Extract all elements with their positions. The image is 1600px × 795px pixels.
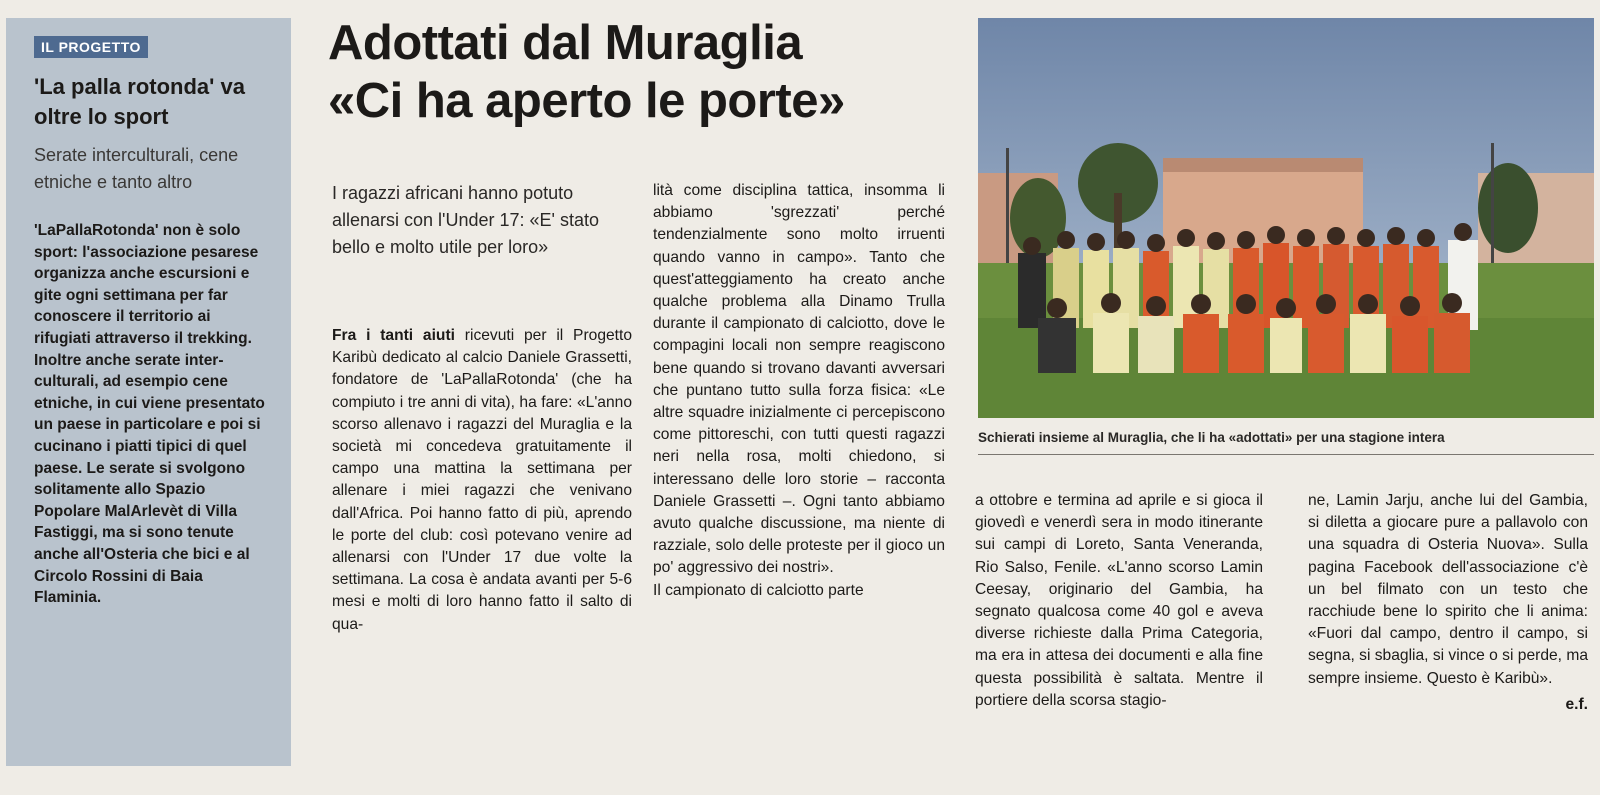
article-deck: I ragazzi africani hanno potuto allenarsi con l'Under 17: «E' stato bello e molto utile per loro»: [332, 183, 600, 257]
article-column-1: [332, 325, 632, 636]
article-column-2: [653, 180, 945, 602]
team-photo: [978, 18, 1594, 418]
photo-caption: Schierati insieme al Muraglia, che li ha «adottati» per una stagione intera: [978, 430, 1594, 455]
sidebar-title: 'La palla rotonda' va oltre lo sport: [34, 74, 245, 129]
column-1-lead: Fra i tanti aiuti: [332, 327, 455, 344]
sidebar-body-lead: 'LaPallaRotonda': [34, 222, 159, 239]
sidebar-subtitle: Serate interculturali, cene etniche e tanto altro: [34, 145, 239, 192]
headline-line-1: Adottati dal Muraglia: [328, 16, 803, 70]
column-3-text: a ottobre e termina ad aprile e si gioca il giovedì e venerdì sera in modo itinerante sui campi di Loreto, Santa Veneranda, Rio Salso, Fenile. «L'anno scorso Lamin Ceesay, originario del Gambia, ha segnato qualcosa come 40 gol e aveva diverse richieste dalla Prima Categoria, ma era in attesa dei documenti e alla fine questa possibilità è saltata. Mentre il portiere della scorsa stagio-: [975, 492, 1263, 709]
sidebar-body: [34, 220, 271, 609]
column-2-text: lità come disciplina tattica, insomma li abbiamo 'sgrezzati' perché tendenzialmente sono molto irruenti quando vanno in campo». Tanto che quest'atteggiamento ha creato anche qualche problema alla Dinamo Trulla durante il campionato di calciotto, dove le compagini locali non sempre reagiscono bene quando si trovano davanti avversari che puntano tutto sulla forza fisica: «Le altre squadre inizialmente ci percepiscono come pittoreschi, con tutti questi ragazzi neri nella rosa, molti chiedono, si interessano delle loro storie – racconta Daniele Grassetti –. Ogni tanto abbiamo avuto qualche discussione, ma niente di razziale, solo delle proteste per il gioco un po' aggressivo dei nostri».: [653, 182, 945, 577]
article-column-4: [1308, 490, 1588, 716]
article-column-3: [975, 490, 1263, 712]
section-tag: IL PROGETTO: [34, 36, 148, 58]
column-1-text: ricevuti per il Progetto Karibù dedicato al calcio Daniele Grassetti, fondatore de 'LaPallaRotonda' (che ha compiuto i tre anni di vita), ha fare: «L'anno scorso allenavo i ragazzi del Muraglia e la società mi concedeva gratuitamente il campo una mattina la settimana per allenare i miei ragazzi che venivano dall'Africa. Poi hanno fatto di più, aprendo le porte del club: così potevano venire ad allenarsi con l'Under 17 due volte la settimana. La cosa è andata avanti per 5-6 mesi e molti di loro hanno fatto il salto di qua-: [332, 327, 632, 633]
sidebar-body-text: non è solo sport: l'associazione pesarese organizza anche escursioni e gite ogni settimana per far conoscere il territorio ai rifugiati attraverso il trekking. Inoltre anche serate inter-culturali, ad esempio cene etniche, in cui viene presentato un paese in particolare e poi si cucinano i piatti tipici di quel paese. Le serate si svolgono solitamente allo Spazio Popolare MalArlevèt di Villa Fastiggi, ma si sono tenute anche all'Osteria che bici e al Circolo Rossini di Baia Flaminia.: [34, 222, 265, 607]
author-signature: e.f.: [1565, 695, 1588, 713]
sidebar-box: [6, 18, 291, 766]
team-front-row: [1038, 293, 1470, 373]
headline-line-2: «Ci ha aperto le porte»: [328, 74, 845, 128]
column-2-tail: Il campionato di calciotto parte: [653, 581, 864, 599]
headline: [328, 14, 958, 130]
team-photo-illustration: [978, 18, 1594, 418]
column-4-text: ne, Lamin Jarju, anche lui del Gambia, si diletta a giocare pure a pallavolo con una squadra di Osteria Nuova». Sulla pagina Facebook dell'associazione c'è un bel filmato con un testo che racchiude bene lo spirito che li anima: «Fuori dal campo, dentro il campo, si segna, si sbaglia, si vince o si perde, ma sempre insieme. Questo è Karibù».: [1308, 492, 1588, 687]
